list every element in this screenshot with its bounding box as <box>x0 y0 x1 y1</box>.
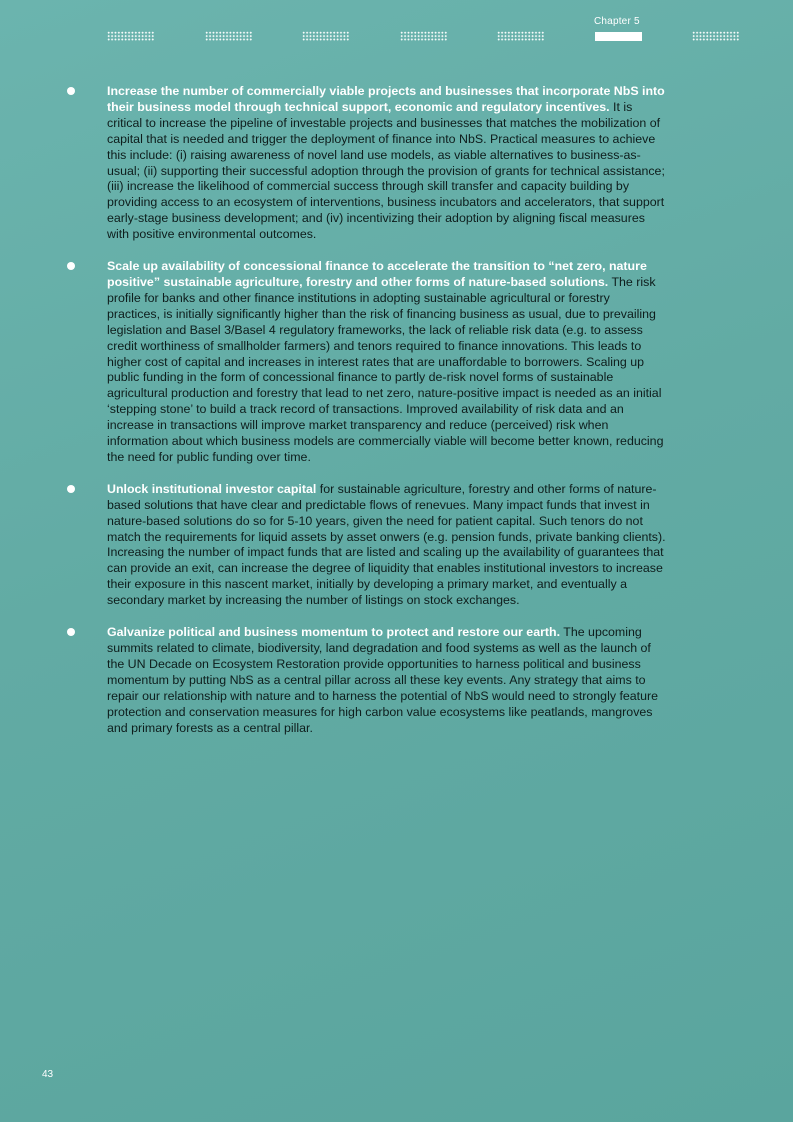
bullet-lead-text: Scale up availability of concessional finance to accelerate the transition to “net zero, nature positive” sustainable agriculture, forestry and other forms of nature-based solutions. <box>107 259 647 289</box>
chapter-nav-segment-4[interactable] <box>400 31 447 41</box>
bullet-body-text: The upcoming summits related to climate, biodiversity, land degradation and food systems as well as the launch of the UN Decade on Ecosystem Restoration provide opportunities to harness political and business momentum by putting NbS as a central pillar across all these key events. Any strategy that aims to repair our relationship with nature and to harness the potential of NbS would need to strongly feature protection and conservation measures for high carbon value ecosystems like peatlands, mangroves and primary forests as a central pillar. <box>107 625 659 735</box>
bullet-dot-icon <box>67 87 75 95</box>
chapter-nav-segment-1[interactable] <box>107 31 154 41</box>
bullet-dot-icon <box>67 485 75 493</box>
page-number: 43 <box>42 1069 54 1080</box>
bullet-body-text: for sustainable agriculture, forestry and other forms of nature-based solutions that have clear and predictable flows of renevues. Many impact funds that invest in nature-based solutions do so for 5-10 years, given the need for patient capital. Such tenors do not match the requirements for liquid assets by asset onwers (e.g. pension funds, private banking clients). Increasing the number of impact funds that are listed and scaling up the availability of guarantees that can provide an exit, can increase the degree of liquidity that enables institutional investors to increase their exposure in this nascent market, initially by developing a primary market, and eventually a secondary market by increasing the number of listings on stock exchanges. <box>107 481 666 608</box>
bullet-body-text: It is critical to increase the pipeline of investable projects and businesses that matches the mobilization of capital that is needed and trigger the deployment of finance into NbS. Practical measures to achieve this include: (i) raising awareness of novel land use models, as viable alternatives to business-as-usual; (ii) supporting their successful adoption through the provision of grants for technical assistance; (iii) increase the likelihood of commercial success through skill transfer and capacity building by providing access to an ecosystem of interventions, business incubators and accelerators, that support early-stage business development; and (iv) incentivizing their adoption by aligning fiscal measures with positive environmental outcomes. <box>107 99 665 242</box>
chapter-nav-segment-3[interactable] <box>302 31 349 41</box>
chapter-nav-segment-5[interactable] <box>497 31 544 41</box>
bullet-lead-text: Increase the number of commercially viable projects and businesses that incorporate NbS into their business model through technical support, economic and regulatory incentives. <box>107 84 665 114</box>
bullet-item <box>66 259 666 466</box>
bullet-item <box>66 84 666 243</box>
bullet-item <box>66 625 666 736</box>
chapter-navigation <box>0 31 793 43</box>
chapter-label: Chapter 5 <box>594 16 640 27</box>
chapter-nav-segment-6-active[interactable] <box>595 32 642 41</box>
chapter-nav-segment-2[interactable] <box>205 31 252 41</box>
bullet-dot-icon <box>67 628 75 636</box>
bullet-lead-text: Unlock institutional investor capital <box>107 481 317 496</box>
bullet-lead-text: Galvanize political and business momentum to protect and restore our earth. <box>107 625 561 640</box>
bullet-list <box>66 84 666 752</box>
bullet-dot-icon <box>67 262 75 270</box>
chapter-nav-segment-7[interactable] <box>692 31 739 41</box>
bullet-item <box>66 482 666 609</box>
bullet-body-text: The risk profile for banks and other finance institutions in adopting sustainable agricultural or forestry practices, is initially significantly higher than the risk of financing business as usual, due to prevailing legislation and Basel 3/Basel 4 regulatory frameworks, the lack of reliable risk data (e.g. to assess credit worthiness of smallholder farmers) and tenors required to finance innovations. This leads to higher cost of capital and increases in interest rates that are unaffordable to borrowers. Scaling up public funding in the form of concessional finance to partly de-risk novel forms of sustainable agricultural production and forestry that lead to net zero, nature-positive impact is needed as an initial ‘stepping stone’ to build a track record of transactions. Improved availability of risk data and an increase in transactions will improve market transparency and reduce (perceived) risk when information about which business models are commercially viable will become better known, reducing the need for public funding over time. <box>107 274 664 464</box>
